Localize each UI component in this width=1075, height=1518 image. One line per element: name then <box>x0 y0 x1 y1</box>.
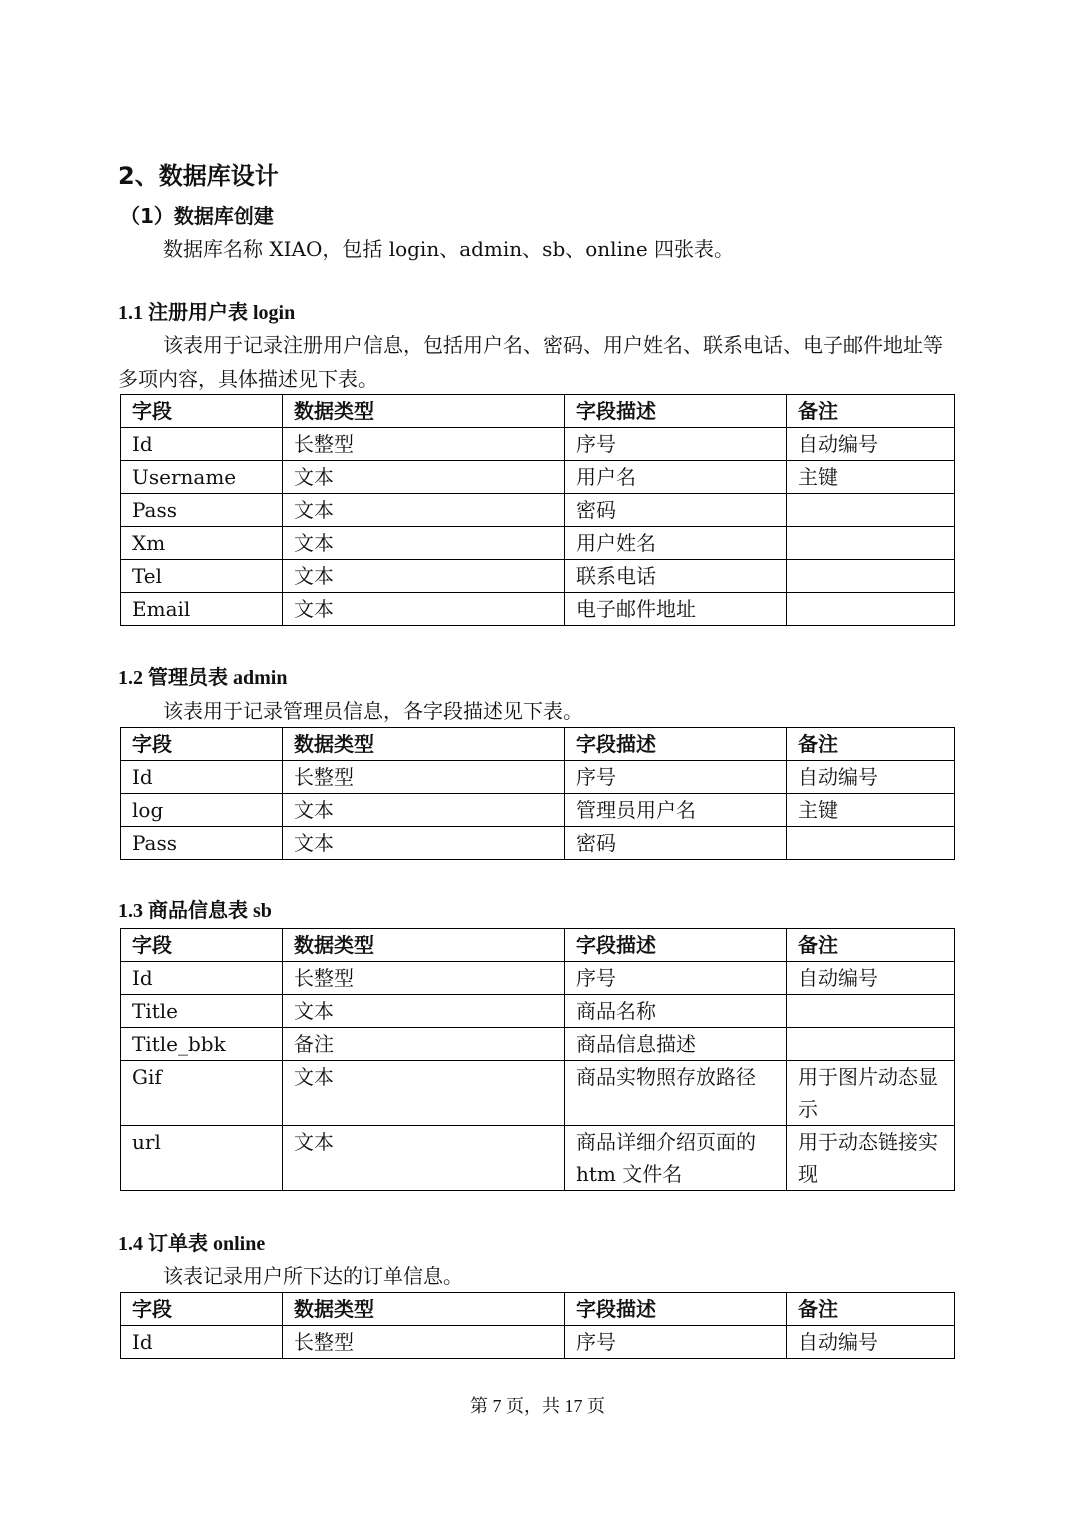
subsection-heading: （1）数据库创建 <box>120 204 274 228</box>
table-cell: url <box>121 1126 283 1191</box>
table-login <box>120 394 955 626</box>
header-cell: 字段 <box>121 395 283 428</box>
section-heading: 2、数据库设计 <box>118 162 279 190</box>
table-cell: 联系电话 <box>565 560 787 593</box>
header-cell: 备注 <box>787 728 955 761</box>
table-cell: 主键 <box>787 461 955 494</box>
table-cell: 文本 <box>283 461 565 494</box>
table-cell <box>787 494 955 527</box>
table-row <box>121 1326 955 1359</box>
table-header-row <box>121 395 955 428</box>
table-title-login: 1.1 注册用户表 login <box>118 302 296 324</box>
table-cell: 自动编号 <box>787 761 955 794</box>
table-cell: 序号 <box>565 962 787 995</box>
table-cell: 密码 <box>565 827 787 860</box>
table-cell: Id <box>121 761 283 794</box>
header-cell: 数据类型 <box>283 395 565 428</box>
table-row <box>121 461 955 494</box>
header-cell: 数据类型 <box>283 929 565 962</box>
table-cell: 自动编号 <box>787 962 955 995</box>
table-cell: 商品信息描述 <box>565 1028 787 1061</box>
table-cell: Id <box>121 428 283 461</box>
table-cell: 序号 <box>565 761 787 794</box>
table-cell: 商品详细介绍页面的 htm 文件名 <box>565 1126 787 1191</box>
table-cell: log <box>121 794 283 827</box>
table-cell: 文本 <box>283 494 565 527</box>
table-cell: 文本 <box>283 1061 565 1126</box>
table-cell: 长整型 <box>283 428 565 461</box>
table-cell: 商品名称 <box>565 995 787 1028</box>
table-title-online: 1.4 订单表 online <box>118 1233 266 1255</box>
table-cell: 文本 <box>283 1126 565 1191</box>
table-cell: 序号 <box>565 1326 787 1359</box>
table-row <box>121 560 955 593</box>
table-row <box>121 527 955 560</box>
header-cell: 备注 <box>787 1293 955 1326</box>
table-cell: 文本 <box>283 827 565 860</box>
table-cell <box>787 995 955 1028</box>
table-cell: 用户姓名 <box>565 527 787 560</box>
table-cell <box>787 827 955 860</box>
table-cell: 电子邮件地址 <box>565 593 787 626</box>
table-cell: 自动编号 <box>787 428 955 461</box>
header-cell: 字段描述 <box>565 728 787 761</box>
table-row <box>121 827 955 860</box>
table-row <box>121 1061 955 1126</box>
header-cell: 数据类型 <box>283 728 565 761</box>
table-row <box>121 1126 955 1191</box>
table-cell: 用于动态链接实现 <box>787 1126 955 1191</box>
table-row <box>121 962 955 995</box>
header-cell: 字段描述 <box>565 1293 787 1326</box>
table-cell <box>787 593 955 626</box>
table-cell: Title_bbk <box>121 1028 283 1061</box>
table-cell: 长整型 <box>283 962 565 995</box>
table-cell: 主键 <box>787 794 955 827</box>
table-desc-login: 该表用于记录注册用户信息，包括用户名、密码、用户姓名、联系电话、电子邮件地址等多项内容，具体描述见下表。 <box>118 333 943 391</box>
table-online <box>120 1292 955 1359</box>
table-cell: 文本 <box>283 593 565 626</box>
table-cell: 文本 <box>283 995 565 1028</box>
intro-paragraph: 数据库名称 XIAO，包括 login、admin、sb、online 四张表。 <box>163 237 735 261</box>
table-cell: 用于图片动态显示 <box>787 1061 955 1126</box>
table-cell: Pass <box>121 827 283 860</box>
header-cell: 数据类型 <box>283 1293 565 1326</box>
table-sb <box>120 928 955 1191</box>
table-cell: 文本 <box>283 794 565 827</box>
table-desc-admin: 该表用于记录管理员信息，各字段描述见下表。 <box>163 699 583 723</box>
table-cell: 备注 <box>283 1028 565 1061</box>
table-cell: Title <box>121 995 283 1028</box>
page-footer: 第 7 页，共 17 页 <box>470 1396 605 1416</box>
table-cell: 自动编号 <box>787 1326 955 1359</box>
header-cell: 备注 <box>787 929 955 962</box>
table-cell: 长整型 <box>283 1326 565 1359</box>
table-cell: Email <box>121 593 283 626</box>
table-row <box>121 761 955 794</box>
table-row <box>121 794 955 827</box>
table-cell: 文本 <box>283 527 565 560</box>
table-row <box>121 494 955 527</box>
header-cell: 备注 <box>787 395 955 428</box>
table-cell: 文本 <box>283 560 565 593</box>
table-title-sb: 1.3 商品信息表 sb <box>118 900 272 922</box>
table-row <box>121 995 955 1028</box>
header-cell: 字段 <box>121 728 283 761</box>
table-cell <box>787 1028 955 1061</box>
table-cell: 长整型 <box>283 761 565 794</box>
table-cell: 商品实物照存放路径 <box>565 1061 787 1126</box>
table-cell <box>787 560 955 593</box>
table-cell: Pass <box>121 494 283 527</box>
header-cell: 字段描述 <box>565 395 787 428</box>
table-header-row <box>121 728 955 761</box>
table-admin <box>120 727 955 860</box>
table-cell: Id <box>121 962 283 995</box>
table-desc-online: 该表记录用户所下达的订单信息。 <box>163 1264 463 1288</box>
table-cell: Tel <box>121 560 283 593</box>
table-cell: Id <box>121 1326 283 1359</box>
table-row <box>121 428 955 461</box>
table-cell <box>787 527 955 560</box>
table-row <box>121 593 955 626</box>
table-cell: Xm <box>121 527 283 560</box>
table-header-row <box>121 929 955 962</box>
table-cell: 用户名 <box>565 461 787 494</box>
table-cell: 管理员用户名 <box>565 794 787 827</box>
table-row <box>121 1028 955 1061</box>
header-cell: 字段 <box>121 1293 283 1326</box>
table-cell: 密码 <box>565 494 787 527</box>
table-cell: Gif <box>121 1061 283 1126</box>
table-cell: Username <box>121 461 283 494</box>
table-header-row <box>121 1293 955 1326</box>
header-cell: 字段描述 <box>565 929 787 962</box>
header-cell: 字段 <box>121 929 283 962</box>
table-cell: 序号 <box>565 428 787 461</box>
table-title-admin: 1.2 管理员表 admin <box>118 667 288 689</box>
